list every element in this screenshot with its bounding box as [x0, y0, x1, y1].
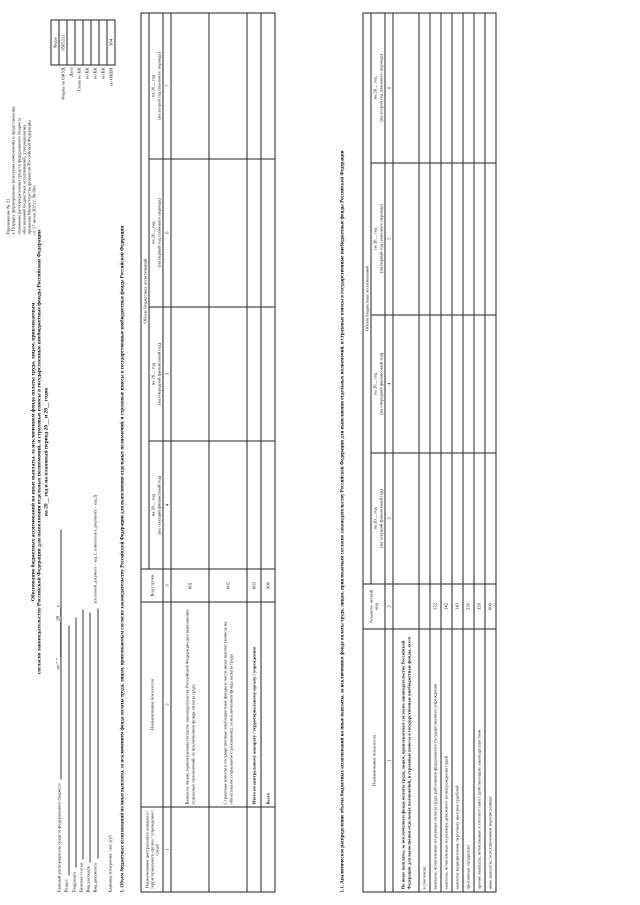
- row-code: 003: [247, 569, 261, 602]
- section-1-1-table: [363, 13, 497, 893]
- appendix-note-line: главными распорядителями средств федерального бюджета: [16, 117, 22, 235]
- s1-year-header: [149, 159, 163, 307]
- row-name: в том числе:: [419, 629, 430, 892]
- meta-label: Вид документа: [92, 862, 98, 893]
- title-line-3: на 20__ год и на плановый период 20__ и 20__ годов: [43, 387, 50, 517]
- meta-fill-line: [68, 626, 69, 876]
- section-1-title: 1. Объем бюджетных ассигнований на иные выплаты, за исключением фонда оплаты труда, лицам, привлекаемым согласно законодательству Российской Федерации для выполнения отдельных полномочий, и страховые взносы в государственные внебюджетные фонды Российской Федерации: [120, 225, 126, 893]
- value-cell[interactable]: [474, 453, 485, 584]
- s1-col-number: 4: [163, 441, 171, 569]
- document-date: от " " ______________ 20___ г.: [56, 604, 62, 670]
- row-code: 000: [485, 584, 496, 629]
- title-line-1: Обоснование бюджетных ассигнований на иные выплаты, за исключением фонда оплаты труда, лицам, привлекаемым: [30, 302, 37, 602]
- codes-block: [51, 20, 116, 102]
- value-cell[interactable]: [247, 159, 261, 307]
- table-row: [474, 13, 485, 892]
- year-label: на 20__ год: [372, 76, 378, 99]
- value-cell[interactable]: [463, 315, 474, 453]
- section-1-1-title: 1.1. Аналитическое распределение объема бюджетных ассигнований на иные выплаты, за исключением фонда оплаты труда, лицам, привлекаемым согласно законодательству Российской Федерации для выполнения отдельных полномочий, и страховые взносы в государственные внебюджетные фонды Российской Федерации: [340, 150, 346, 893]
- s11-year-header: [371, 453, 385, 584]
- s11-col-number: 3: [385, 453, 393, 584]
- row-code: [419, 584, 430, 629]
- year-label: на 20__ год: [150, 494, 156, 517]
- row-code: 001: [171, 569, 209, 602]
- code-label: по БК: [92, 67, 98, 80]
- value-cell[interactable]: [441, 163, 452, 315]
- meta-fill-line: [83, 609, 84, 859]
- code-row: [59, 20, 67, 102]
- meta-fill-line: [98, 609, 99, 859]
- s1-group-header: Объем бюджетных ассигнований: [141, 13, 149, 569]
- s1-col-number: 5: [163, 307, 171, 442]
- meta-row: [100, 495, 107, 893]
- value-cell[interactable]: [393, 13, 419, 163]
- meta-label: Подраздел: [71, 871, 77, 893]
- code-label: по ОКЕИ: [108, 67, 114, 86]
- code-value: [83, 20, 91, 65]
- meta-doc-hint: (основной документ – код 1; изменения к документу – код 2): [92, 494, 98, 603]
- value-cell[interactable]: [171, 441, 209, 569]
- meta-fill-line: [61, 529, 62, 779]
- year-sub: (на текущий финансовый год): [378, 489, 384, 548]
- year-label: на 20__ год: [150, 74, 156, 97]
- value-cell[interactable]: [419, 315, 430, 453]
- document-title: [31, 0, 50, 905]
- value-cell[interactable]: [171, 307, 209, 442]
- s11-col-code: Аналити- ческий код: [363, 584, 385, 629]
- value-cell[interactable]: [419, 163, 430, 315]
- code-row: [107, 20, 115, 102]
- value-cell[interactable]: [452, 163, 463, 315]
- meta-row: [93, 495, 100, 893]
- s1-col-number: 2: [163, 602, 171, 807]
- s1-col-org: Наименование центрального аппарата / территориального органа / учреждения / служб: [141, 807, 163, 892]
- code-label: Дата: [68, 67, 74, 77]
- year-label: на 20__ год: [372, 372, 378, 395]
- value-cell[interactable]: [430, 315, 441, 453]
- s1-col-name: Наименование показателя: [141, 602, 163, 807]
- year-sub: (на текущий финансовый год): [156, 475, 162, 535]
- value-cell[interactable]: [261, 307, 275, 442]
- org-cell: [171, 807, 209, 892]
- appendix-note-line: приказом Министерства финансов Российской Федерации: [26, 120, 32, 235]
- row-name: Выплаты лицам, привлекаемым согласно законодательству Российской Федерации для выполнения отдельных полномочий, за исключением фонда оплаты труда: [171, 602, 209, 807]
- value-cell[interactable]: [474, 163, 485, 315]
- row-name: выплаты, исчисляемые из размера оплаты труда работников федерального государственного учреждения: [430, 629, 441, 892]
- code-label: по БК: [100, 67, 106, 80]
- value-cell[interactable]: [441, 453, 452, 584]
- value-cell[interactable]: [209, 13, 247, 159]
- row-name: Страховые взносы в государственные внебюджетные фонды в части иных выплат (взносы на обязательное социальное страхование), за исключением фонда оплаты труда: [209, 602, 247, 807]
- s11-col-number: 5: [385, 163, 393, 315]
- row-name: Всего: [261, 602, 275, 807]
- value-cell[interactable]: [171, 159, 209, 307]
- code-row: [67, 20, 75, 102]
- code-row: [99, 20, 107, 102]
- row-name: присяжные заседатели: [463, 629, 474, 892]
- row-name: Итого по центральному аппарату / территориальному органу / учреждению: [247, 602, 261, 807]
- appendix-note-line: к Порядку формирования (внесения изменений) и представления: [10, 106, 16, 235]
- s11-col-number: 2: [385, 584, 393, 629]
- org-cell: [209, 807, 247, 892]
- row-code: 900: [261, 569, 275, 602]
- codes-header: Коды: [51, 20, 59, 65]
- value-cell[interactable]: [452, 13, 463, 163]
- meta-label: Главный распорядитель средств федерального бюджета: [56, 783, 62, 893]
- s1-col-number: 1: [163, 807, 171, 892]
- table-row: [463, 13, 474, 892]
- year-label: на 20__ год: [150, 221, 156, 244]
- value-cell[interactable]: [209, 441, 247, 569]
- code-label: по БК: [84, 67, 90, 80]
- value-cell[interactable]: [441, 13, 452, 163]
- meta-row: [64, 495, 71, 893]
- meta-fill-line: [75, 618, 76, 868]
- s11-year-header: [371, 315, 385, 453]
- code-value: [99, 20, 107, 65]
- value-cell[interactable]: [463, 163, 474, 315]
- value-cell[interactable]: [452, 315, 463, 453]
- title-line-2: согласно законодательству Российской Федерации для выполнения отдельных полномочий, и страховые взносы в государственные внебюджетные фонды Российской Федерации: [36, 229, 43, 675]
- s11-col-number: 4: [385, 315, 393, 453]
- row-code: 320: [474, 584, 485, 629]
- s1-col-number: 3: [163, 569, 171, 602]
- s1-year-header: [149, 441, 163, 569]
- value-cell[interactable]: [463, 13, 474, 163]
- row-code: 122: [430, 584, 441, 629]
- s11-col-name: Наименование показателя: [363, 629, 385, 892]
- code-value: [75, 20, 83, 65]
- meta-row: [78, 495, 85, 893]
- table-row: [441, 13, 452, 892]
- meta-row: [57, 495, 64, 893]
- meta-label: Раздел: [63, 879, 69, 893]
- section-1-table-wrap: [141, 13, 276, 893]
- section-1-table: [141, 13, 276, 893]
- section-1-1-table-wrap: [363, 13, 497, 893]
- row-code: 142: [441, 584, 452, 629]
- value-cell[interactable]: [430, 13, 441, 163]
- s1-col-number: 7: [163, 13, 171, 159]
- meta-row: [108, 495, 115, 893]
- code-value: [67, 20, 75, 65]
- table-row: [209, 13, 247, 892]
- value-cell[interactable]: [441, 315, 452, 453]
- value-cell[interactable]: [261, 13, 275, 159]
- meta-label: Целевая статья: [78, 863, 84, 893]
- row-code: 002: [209, 569, 247, 602]
- year-label: на 20__ год: [372, 507, 378, 530]
- row-name: иные выплаты, за исключением перечисленных: [485, 629, 496, 892]
- table-row: [393, 13, 419, 892]
- code-label: Глава по БК: [76, 67, 82, 92]
- row-code: 143: [452, 584, 463, 629]
- code-value: [91, 20, 99, 65]
- year-label: на 20__ год: [372, 227, 378, 250]
- table-row: [485, 13, 496, 892]
- s11-col-number: 6: [385, 13, 393, 163]
- row-name: выплаты, исчисляемые из размера денежного вознаграждения судей: [441, 629, 452, 892]
- code-label: Форма по ОКУД: [60, 67, 66, 100]
- s1-year-header: [149, 13, 163, 159]
- table-row: [171, 13, 209, 892]
- s11-year-header: [371, 13, 385, 163]
- meta-label: Единица измерения: тыс. руб: [107, 835, 113, 893]
- document-meta: [57, 495, 115, 893]
- appendix-note-line: обоснований бюджетных ассигнований, утвержденному: [21, 124, 27, 235]
- value-cell[interactable]: [485, 163, 496, 315]
- value-cell[interactable]: [393, 163, 419, 315]
- year-sub: (на второй год планового периода): [156, 52, 162, 120]
- row-code: [393, 584, 419, 629]
- value-cell[interactable]: [419, 453, 430, 584]
- year-label: на 20__ год: [150, 362, 156, 386]
- year-sub: (на второй год планового периода): [378, 54, 384, 122]
- year-sub: (на очередной финансовый год): [156, 342, 162, 406]
- value-cell[interactable]: [474, 315, 485, 453]
- s11-year-header: [371, 163, 385, 315]
- s1-col-number: 6: [163, 159, 171, 307]
- value-cell[interactable]: [419, 13, 430, 163]
- value-cell[interactable]: [171, 13, 209, 159]
- year-sub: (на первый год планового периода): [156, 198, 162, 268]
- value-cell[interactable]: [247, 307, 261, 442]
- s11-group-header: Объем бюджетных ассигнований: [363, 13, 371, 584]
- meta-fill-line: [90, 612, 91, 862]
- value-cell[interactable]: [474, 13, 485, 163]
- meta-row: [71, 495, 78, 893]
- row-name: выплаты медицинскому персоналу центров судебной: [452, 629, 463, 892]
- s1-year-header: [149, 307, 163, 442]
- meta-row: [86, 495, 93, 893]
- org-cell: [261, 807, 275, 892]
- appendix-note-line: от 17 июля 2021 г. № 86н: [31, 185, 37, 235]
- table-row: [430, 13, 441, 892]
- row-name: На иные выплаты, за исключением фонда оплаты труда, лицам, привлекаемым согласно законодательству Российской Федерации для выполнения отдельных полномочий, и страховые взносы в государственные внебюджетные фонды, всего: [393, 629, 419, 892]
- row-name: прочие выплаты, исчисляемые в соответствии с действующим законодательством: [474, 629, 485, 892]
- table-row: [419, 13, 430, 892]
- code-row: [83, 20, 91, 102]
- s1-col-code: Код строки: [141, 569, 163, 602]
- value-cell[interactable]: [393, 315, 419, 453]
- code-value: 0505211: [59, 20, 67, 65]
- appendix-note-line: Приложение № 21: [5, 198, 11, 235]
- table-row: [261, 13, 275, 892]
- year-sub: (на очередной финансовый год): [378, 352, 384, 415]
- rotated-document-page: [1, 0, 640, 905]
- value-cell[interactable]: [485, 13, 496, 163]
- table-row: [247, 13, 261, 892]
- meta-label: Вид расходов: [85, 866, 91, 893]
- row-code: 220: [463, 584, 474, 629]
- code-value: 384: [107, 20, 115, 65]
- value-cell[interactable]: [452, 453, 463, 584]
- code-row: [75, 20, 83, 102]
- table-row: [452, 13, 463, 892]
- value-cell[interactable]: [209, 159, 247, 307]
- value-cell[interactable]: [209, 307, 247, 442]
- org-cell: [247, 807, 261, 892]
- value-cell[interactable]: [393, 453, 419, 584]
- value-cell[interactable]: [247, 441, 261, 569]
- value-cell[interactable]: [430, 453, 441, 584]
- value-cell[interactable]: [247, 13, 261, 159]
- value-cell[interactable]: [261, 441, 275, 569]
- year-sub: (на первый год планового периода): [378, 204, 384, 274]
- value-cell[interactable]: [485, 453, 496, 584]
- s11-col-number: 1: [385, 629, 393, 892]
- value-cell[interactable]: [463, 453, 474, 584]
- value-cell[interactable]: [261, 159, 275, 307]
- code-row: [91, 20, 99, 102]
- value-cell[interactable]: [430, 163, 441, 315]
- value-cell[interactable]: [485, 315, 496, 453]
